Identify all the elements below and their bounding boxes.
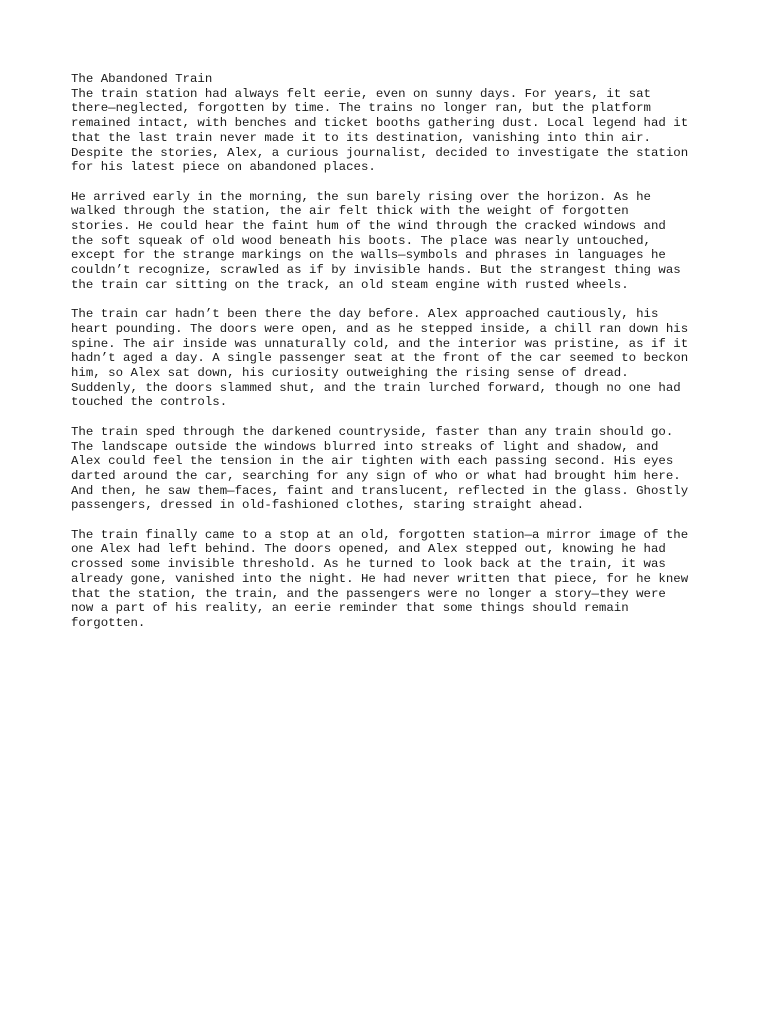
paragraph-2: He arrived early in the morning, the sun barely rising over the horizon. As he walked through the station, the air felt thick with the weight of forgotten stories. He could hear the faint hum of the wind through the cracked windows and the soft squeak of old wood beneath his boots. The place was nearly untouched, except for the strange markings on the walls—symbols and phrases in languages he couldn’t recognize, scrawled as if by invisible hands. But the strangest thing was the train car sitting on the track, an old steam engine with rusted wheels.	[71, 189, 681, 292]
paragraph-4: The train sped through the darkened countryside, faster than any train should go. The landscape outside the windows blurred into streaks of light and shadow, and Alex could feel the tension in the air tighten with each passing second. His eyes darted around the car, searching for any sign of who or what had brought him here. And then, he saw them—faces, faint and translucent, reflected in the glass. Ghostly passengers, dressed in old-fashioned clothes, staring straight ahead.	[71, 424, 689, 513]
document-title: The Abandoned Train	[71, 72, 213, 86]
paragraph-5: The train finally came to a stop at an old, forgotten station—a mirror image of the one Alex had left behind. The doors opened, and Alex stepped out, knowing he had crossed some invisible threshold. As he turned to look back at the train, it was already gone, vanished into the night. He had never written that piece, for he knew that the station, the train, and the passengers were no longer a story—they were now a part of his reality, an eerie reminder that some things should remain forgotten.	[71, 527, 689, 630]
document-page	[71, 72, 711, 645]
paragraph-1: The train station had always felt eerie, even on sunny days. For years, it sat there—neglected, forgotten by time. The trains no longer ran, but the platform remained intact, with benches and ticket booths gathering dust. Local legend had it that the last train never made it to its destination, vanishing into thin air. Despite the stories, Alex, a curious journalist, decided to investigate the station for his latest piece on abandoned places.	[71, 86, 689, 175]
paragraph-3: The train car hadn’t been there the day before. Alex approached cautiously, his heart pounding. The doors were open, and as he stepped inside, a chill ran down his spine. The air inside was unnaturally cold, and the interior was pristine, as if it hadn’t aged a day. A single passenger seat at the front of the car seemed to beckon him, so Alex sat down, his curiosity outweighing the rising sense of dread. Suddenly, the doors slammed shut, and the train lurched forward, though no one had touched the controls.	[71, 307, 689, 410]
